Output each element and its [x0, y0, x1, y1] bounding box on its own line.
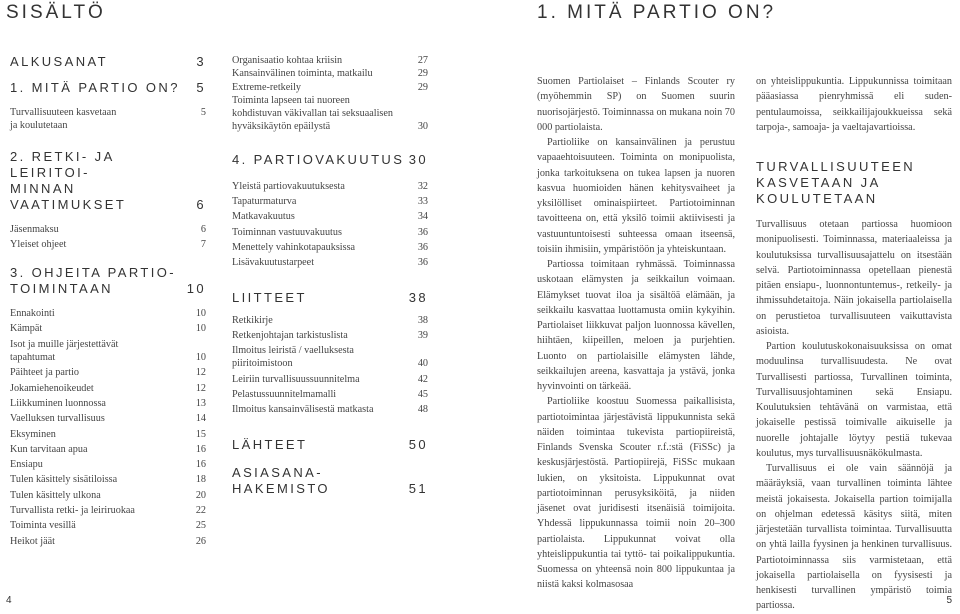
toc-entry[interactable]: Ilmoitus kansainvälisestä matkasta 48: [232, 404, 428, 416]
toc-ch4-list: [232, 180, 428, 270]
toc-entry[interactable]: Turvallisuuteen kasvetaan ja koulutetaan 5: [10, 107, 206, 132]
toc-entry[interactable]: Yleiset ohjeet 7: [10, 238, 206, 250]
toc-entry[interactable]: Ennakointi 10: [10, 308, 206, 320]
paragraph: on yhteislippukuntia. Lippukunnissa toimitaan pääasiassa pienryhmissä eli suden-pentulaumoissa, seikkailijajoukkueissa sekä tarpoja-, samoaja- ja vaeltajavartioissa.: [756, 76, 952, 133]
toc-entry[interactable]: Menettely vahinkotapauksissa 36: [232, 241, 428, 253]
paragraph: Partioliike on kansainvälinen ja perustuu vapaaehtoisuuteen. Toiminta on monipuolista, jonka tarkoituksena on tukea lapsen ja nuoren kasvua huomioiden hänen kehitysvaiheet ja yksilölliset ominaispiirteet. Partiotoiminnan tavoitteena on, että yksilö toimii aktiivisesti ja vastuuntuntoisesti suhteessa omaan itseensä, toisiin ihmisiin, ympäristöön ja yhteiskuntaan.: [537, 137, 735, 255]
toc-entry[interactable]: Lisävakuutustarpeet 36: [232, 257, 428, 269]
paragraph: Turvallisuus otetaan partiossa huomioon monipuolisesti. Toiminnassa, materiaaleissa ja koulutuksissa turvallisuusajattelu on itsestään selvä. Partiotoiminnassa opetellaan pienestä pitäen ensiapu-, luonnontuntemus-, retkeily- ja ihmissuhdetaitoja. Näin jokaisella partiolaisella on perustietoa turvallisuuteen vaikuttavista asioista.: [756, 219, 952, 337]
paragraph: Partiossa toimitaan ryhmässä. Toiminnassa uskotaan elämysten ja seikkailun voimaan. Elämykset tuovat iloa ja sisältöä elämään, ja seikkailu kasvattaa luottamusta omiin kykyihin. Partiolaiset liikkuvat paljon luonnossa kävellen, hiihtäen, kiipeillen, meloen ja purjehtien. Luonto on partiolaisille elämysten lähde, seikkailujen areena, kasvattaja ja ystävä, jonka hyvinvointi on tärkeää.: [537, 259, 735, 392]
toc-ch3-list: [10, 307, 206, 548]
toc-entry[interactable]: Leiriin turvallisuussuunnitelma 42: [232, 373, 428, 385]
toc-column-2: [232, 54, 428, 497]
toc-entry[interactable]: Kun tarvitaan apua 16: [10, 443, 206, 455]
toc-liitteet[interactable]: LIITTEET 38: [232, 289, 428, 305]
toc-entry[interactable]: Toiminta lapseen tai nuoreen kohdistuvan väkivallan tai seksuaalisen hyväksikäytön epäilystä 30: [232, 94, 428, 133]
section-heading: TURVALLISUUTEEN KASVETAAN JA KOULUTETAAN: [756, 159, 916, 206]
toc-entry[interactable]: Ensiapu 16: [10, 459, 206, 471]
toc-entry[interactable]: Retkenjohtajan tarkistuslista 39: [232, 329, 428, 341]
left-page-number: 4: [6, 595, 12, 606]
body-column-2: [756, 74, 952, 614]
paragraph: Suomen Partiolaiset – Finlands Scouter ry (myöhemmin SP) on Suomen suurin nuorisojärjestö. Toiminnassa on mukana noin 70 000 partiolaista.: [537, 76, 735, 133]
toc-chapter-1[interactable]: 1. MITÄ PARTIO ON? 5: [10, 80, 206, 95]
left-page-title: SISÄLTÖ: [6, 2, 106, 23]
toc-entry[interactable]: Toiminnan vastuuvakuutus 36: [232, 226, 428, 238]
toc-entry[interactable]: Turvallista retki- ja leiriruokaa 22: [10, 505, 206, 517]
toc-entry[interactable]: Jäsenmaksu 6: [10, 223, 206, 235]
toc-entry[interactable]: Extreme-retkeily 29: [232, 81, 428, 93]
toc-entry[interactable]: Pelastussuunnitelmamalli 45: [232, 389, 428, 401]
toc-entry[interactable]: Tapaturmaturva 33: [232, 196, 428, 208]
toc-entry[interactable]: Tulen käsittely sisätiloissa 18: [10, 474, 206, 486]
toc-entry[interactable]: Liikkuminen luonnossa 13: [10, 397, 206, 409]
toc-entry[interactable]: Kansainvälinen toiminta, matkailu 29: [232, 68, 428, 80]
toc-entry[interactable]: Päihteet ja partio 12: [10, 367, 206, 379]
toc-entry[interactable]: Tulen käsittely ulkona 20: [10, 489, 206, 501]
toc-ch1-list: [10, 106, 206, 133]
toc-entry[interactable]: Retkikirje 38: [232, 314, 428, 326]
toc-chapter-alkusanat[interactable]: ALKUSANAT 3: [10, 54, 206, 69]
toc-chapter-2[interactable]: 2. RETKI- JA LEIRITOI- MINNAN VAATIMUKSET 6: [10, 148, 206, 212]
toc-entry[interactable]: Kämpät 10: [10, 323, 206, 335]
toc-ch3-cont-list: [232, 54, 428, 134]
toc-chapter-4[interactable]: 4. PARTIOVAKUUTUS 30: [232, 151, 428, 167]
toc-entry[interactable]: Toiminta vesillä 25: [10, 520, 206, 532]
right-page-title: 1. MITÄ PARTIO ON?: [537, 2, 777, 23]
toc-lahteet[interactable]: LÄHTEET 50: [232, 436, 428, 452]
toc-entry[interactable]: Jokamiehenoikeudet 12: [10, 382, 206, 394]
toc-chapter-3[interactable]: 3. OHJEITA PARTIO- TOIMINTAAN 10: [10, 265, 206, 297]
toc-column-1: [10, 54, 206, 548]
toc-ch2-list: [10, 223, 206, 252]
toc-entry[interactable]: Matkavakuutus 34: [232, 211, 428, 223]
toc-entry[interactable]: Vaelluksen turvallisuus 14: [10, 413, 206, 425]
toc-entry[interactable]: Organisaatio kohtaa kriisin 27: [232, 55, 428, 66]
toc-asiasanahakemisto[interactable]: ASIASANA- HAKEMISTO 51: [232, 464, 428, 496]
toc-entry[interactable]: Heikot jäät 26: [10, 535, 206, 547]
toc-entry[interactable]: Isot ja muille järjestettävät tapahtumat 10: [10, 338, 206, 364]
paragraph: Turvallisuus ei ole vain säännöjä ja määräyksiä, vaan turvallinen toiminta lähtee meistä jokaisesta. Jokaisella partion toimijalla on ohjelman edetessä käsitys siitä, miten järjestetään turvallista toimintaa. Turvallisuutta on yhtä lailla fyysinen ja henkinen turvallisuus. Partiotoiminnassa siis varmistetaan, että jokaisella partiolaisella on fyysisesti ja henkisesti turvallinen ympäristö toimia partiossa.: [756, 463, 952, 612]
right-page-number: 5: [946, 595, 952, 606]
paragraph: Partion koulutuskokonaisuuksissa on omat moduulinsa turvallisuudesta. Ne ovat Turvallisesti partiossa, Turvallinen toiminta, Turvallisuusjohtaminen sekä Ensiapu. Koulutuksien tehtävänä on varmistaa, että jokaiselle pestissä toimivalle aikuiselle ja nuorelle johtajalle löytyy pestiä tukevaa koulutus, mys turvallisuusnäkökulmasta.: [756, 341, 952, 459]
paragraph: Partioliike koostuu Suomessa paikallisista, partiotoimintaa järjestävistä lippukunnista sekä näiden toimintaa tukevista partiopiireistä, Finlands Svenska Scouter r.f.:stä (FiSSc) ja keskusjärjestöstä. Partiopiirejä, FiSSc mukaan lukien, on yksitoista. Lippukunnat ovat partiotoiminnan perusyksiköitä, ja niiden jäsenet ovat juridisesti itsenäisiä toimijoita. Yhdessä lippukunnassa toimii noin 20–300 partiolaista. Lippukunnat voivat olla yhteislippukuntia tai tyttö- tai poikalippukuntia. Suomessa on yhteensä noin 800 lippukuntaa ja niistä kaksi kolmasosaa: [537, 396, 735, 591]
toc-entry[interactable]: Yleistä partiovakuutuksesta 32: [232, 180, 428, 192]
toc-entry[interactable]: Eksyminen 15: [10, 428, 206, 440]
toc-entry[interactable]: Ilmoitus leiristä / vaelluksesta piiritoimistoon 40: [232, 345, 428, 370]
body-column-1: [537, 74, 735, 593]
toc-liitteet-list: [232, 314, 428, 417]
